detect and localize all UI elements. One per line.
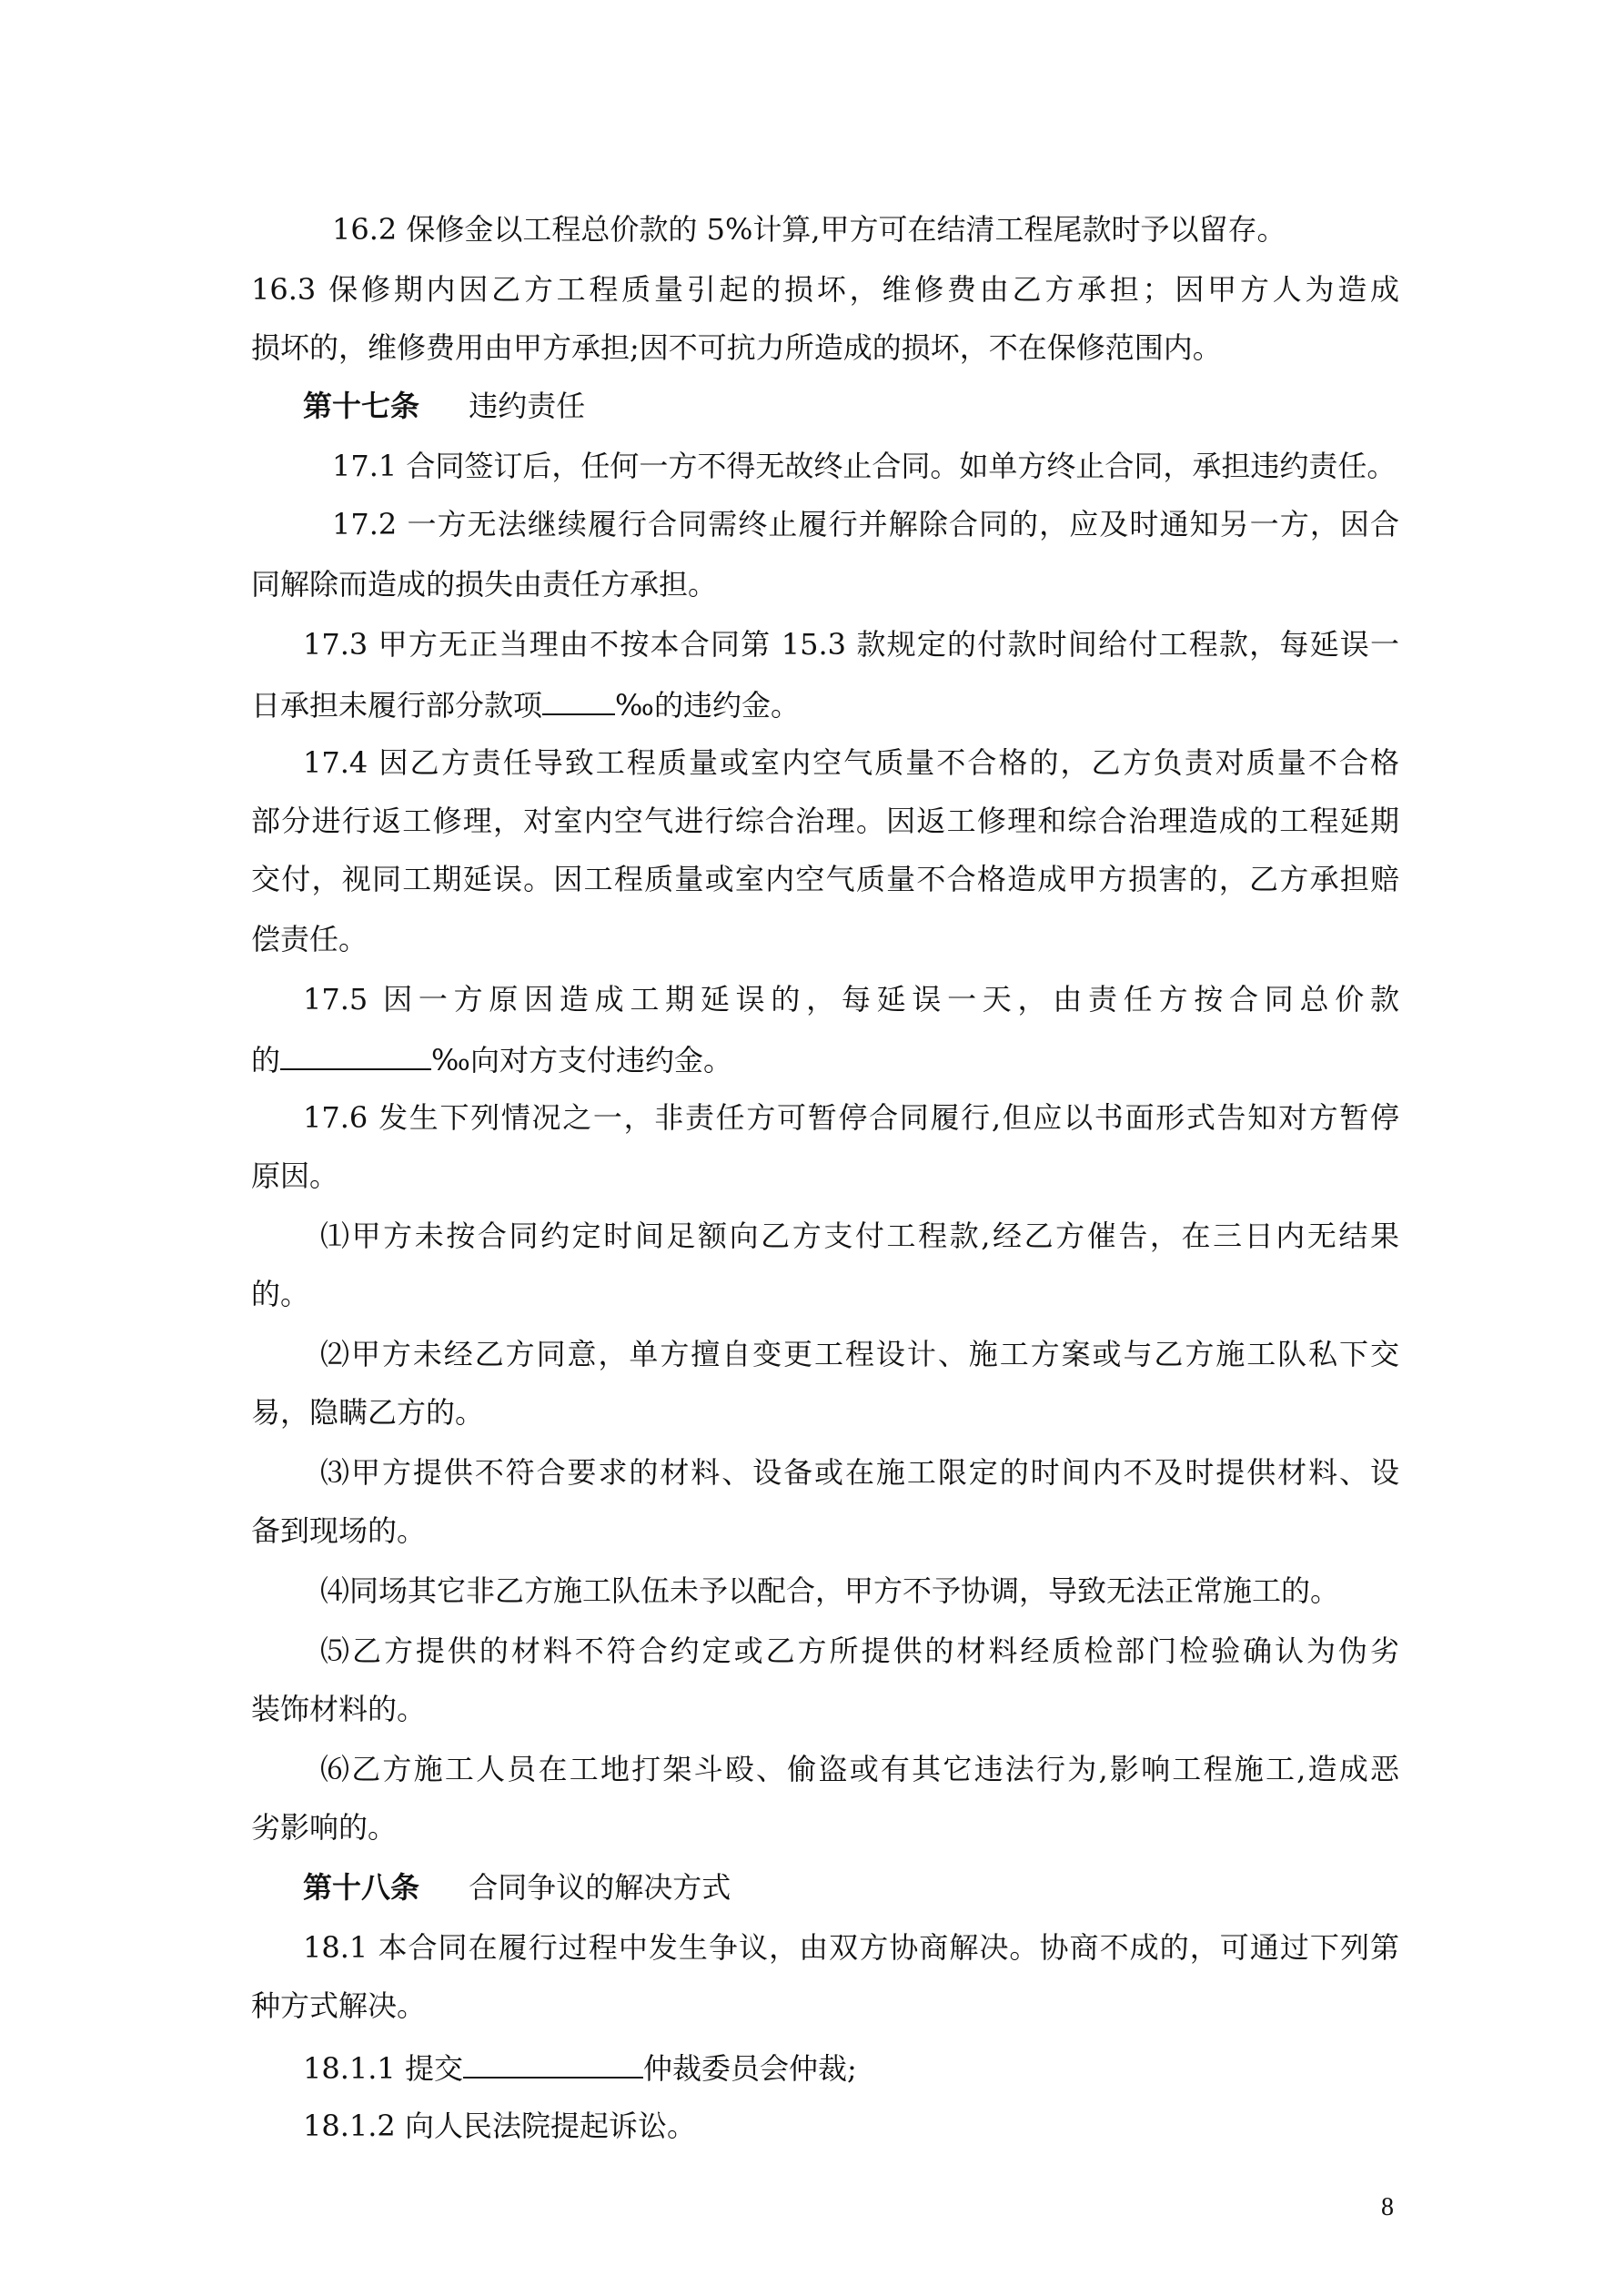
clause-16-3-line1: 16.3 保修期内因乙方工程质量引起的损坏，维修费由乙方承担；因甲方人为造成 [251,272,1399,307]
clause-17-3-line2 [251,688,800,723]
page-number: 8 [1381,2193,1394,2221]
clause-17-6-line2: 原因。 [251,1158,339,1193]
item-5-line1: ⑸乙方提供的材料不符合约定或乙方所提供的材料经质检部门检验确认为伪劣 [320,1633,1399,1668]
article-17-heading [303,389,586,423]
clause-18-1-1-suffix: 仲裁委员会仲裁; [642,2051,857,2086]
item-2-line1: ⑵甲方未经乙方同意，单方擅自变更工程设计、施工方案或与乙方施工队私下交 [320,1337,1399,1371]
clause-17-2-line1: 17.2 一方无法继续履行合同需终止履行并解除合同的，应及时通知另一方，因合 [332,507,1399,541]
clause-17-4-line2: 部分进行返工修理，对室内空气进行综合治理。因返工修理和综合治理造成的工程延期 [251,804,1399,838]
rate-blank-17-3[interactable] [542,688,615,715]
clause-17-4-line3: 交付，视同工期延误。因工程质量或室内空气质量不合格造成甲方损害的，乙方承担赔 [251,862,1399,896]
clause-17-3-suffix: ‰的违约金。 [615,688,800,723]
clause-17-3-text: 日承担未履行部分款项 [251,688,543,723]
clause-17-6-line1: 17.6 发生下列情况之一，非责任方可暂停合同履行,但应以书面形式告知对方暂停 [303,1100,1399,1135]
clause-18-1-1 [303,2051,857,2086]
clause-18-1-line1: 18.1 本合同在履行过程中发生争议，由双方协商解决。协商不成的，可通过下列第 [303,1930,1399,1965]
article-18-number: 第十八条 [303,1870,420,1905]
clause-17-5-suffix: ‰向对方支付违约金。 [431,1043,732,1077]
item-1-line2: 的。 [251,1277,310,1311]
rate-blank-17-5[interactable] [280,1043,431,1070]
clause-17-5-line2 [251,1043,732,1075]
item-6-line1: ⑹乙方施工人员在工地打架斗殴、偷盗或有其它违法行为,影响工程施工,造成恶 [320,1752,1399,1786]
article-17-number: 第十七条 [303,389,420,423]
clause-18-1-2: 18.1.2 向人民法院提起诉讼。 [303,2109,696,2143]
clause-18-1-line2: 种方式解决。 [251,1988,427,2023]
clause-17-2-line2: 同解除而造成的损失由责任方承担。 [251,567,718,602]
item-2-line2: 易，隐瞒乙方的。 [251,1395,485,1430]
article-17-title: 违约责任 [469,389,586,423]
clause-16-3-line2: 损坏的，维修费用由甲方承担;因不可抗力所造成的损坏，不在保修范围内。 [251,330,1222,365]
clause-18-1-1-prefix: 18.1.1 提交 [303,2051,463,2086]
arbitration-blank[interactable] [463,2051,643,2079]
clause-17-4-line4: 偿责任。 [251,922,368,956]
clause-17-5-prefix: 的 [251,1043,281,1077]
item-4: ⑷同场其它非乙方施工队伍未予以配合，甲方不予协调，导致无法正常施工的。 [320,1573,1340,1608]
item-3-line2: 备到现场的。 [251,1513,427,1548]
clause-17-5-line1: 17.5 因一方原因造成工期延误的，每延误一天，由责任方按合同总价款 [303,982,1399,1017]
clause-17-3-line1: 17.3 甲方无正当理由不按本合同第 15.3 款规定的付款时间给付工程款，每延误一 [303,627,1399,662]
item-3-line1: ⑶甲方提供不符合要求的材料、设备或在施工限定的时间内不及时提供材料、设 [320,1455,1399,1490]
item-6-line2: 劣影响的。 [251,1810,398,1845]
article-18-heading [303,1870,731,1905]
clause-17-1: 17.1 合同签订后，任何一方不得无故终止合同。如单方终止合同，承担违约责任。 [332,449,1397,483]
clause-17-4-line1: 17.4 因乙方责任导致工程质量或室内空气质量不合格的，乙方负责对质量不合格 [303,745,1399,780]
article-18-title: 合同争议的解决方式 [469,1870,731,1905]
clause-16-2: 16.2 保修金以工程总价款的 5%计算,甲方可在结清工程尾款时予以留存。 [332,212,1286,247]
item-5-line2: 装饰材料的。 [251,1692,427,1726]
item-1-line1: ⑴甲方未按合同约定时间足额向乙方支付工程款,经乙方催告，在三日内无结果 [320,1219,1399,1253]
